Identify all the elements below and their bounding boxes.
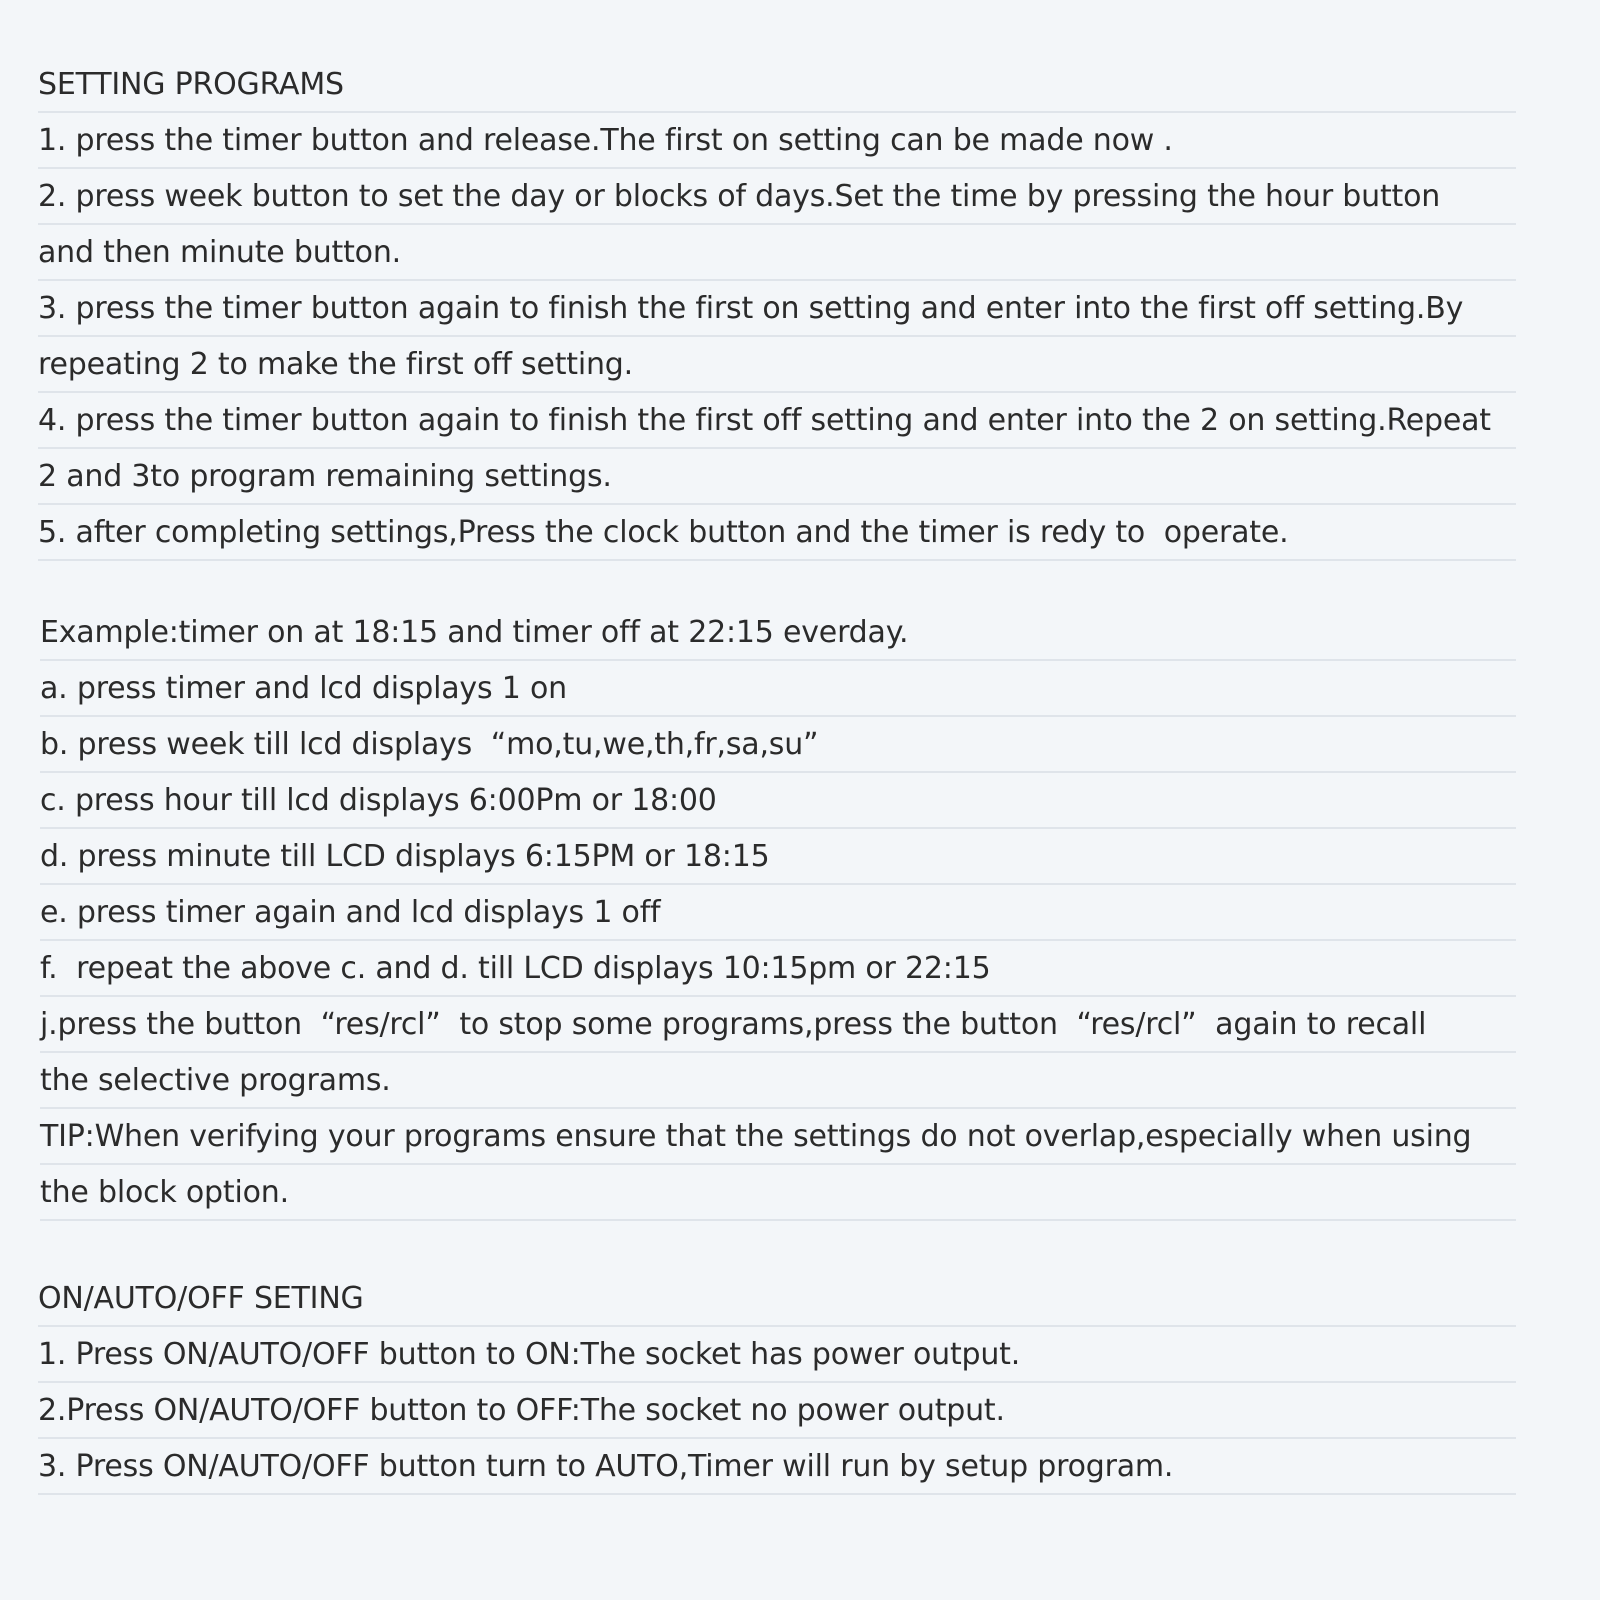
example-step: the selective programs.	[40, 1053, 1516, 1109]
on-auto-off-step: 3. Press ON/AUTO/OFF button turn to AUTO,Timer will run by setup program.	[38, 1439, 1516, 1495]
example-step: c. press hour till lcd displays 6:00Pm or 18:00	[40, 773, 1516, 829]
instruction-line: 3. press the timer button again to finish the first on setting and enter into the first off setting.By	[38, 281, 1516, 337]
example-step: d. press minute till LCD displays 6:15PM or 18:15	[40, 829, 1516, 885]
example-step: a. press timer and lcd displays 1 on	[40, 661, 1516, 717]
instruction-line: and then minute button.	[38, 225, 1516, 281]
instruction-line: repeating 2 to make the first off setting.	[38, 337, 1516, 393]
example-step: f. repeat the above c. and d. till LCD displays 10:15pm or 22:15	[40, 941, 1516, 997]
section-title-setting-programs: SETTING PROGRAMS	[38, 57, 1516, 113]
instruction-line: 2. press week button to set the day or blocks of days.Set the time by pressing the hour button	[38, 169, 1516, 225]
on-auto-off-step: 1. Press ON/AUTO/OFF button to ON:The socket has power output.	[38, 1327, 1516, 1383]
example-step: j.press the button “res/rcl” to stop some programs,press the button “res/rcl” again to recall	[40, 997, 1516, 1053]
section-title-example: Example:timer on at 18:15 and timer off at 22:15 everday.	[40, 605, 1516, 661]
on-auto-off-step: 2.Press ON/AUTO/OFF button to OFF:The socket no power output.	[38, 1383, 1516, 1439]
instruction-line: 1. press the timer button and release.The first on setting can be made now .	[38, 113, 1516, 169]
example-step: b. press week till lcd displays “mo,tu,we,th,fr,sa,su”	[40, 717, 1516, 773]
tip-line: TIP:When verifying your programs ensure that the settings do not overlap,especially when using	[40, 1109, 1516, 1165]
example-step: e. press timer again and lcd displays 1 off	[40, 885, 1516, 941]
instruction-line: 5. after completing settings,Press the clock button and the timer is redy to operate.	[38, 505, 1516, 561]
section-title-on-auto-off: ON/AUTO/OFF SETING	[38, 1271, 1516, 1327]
instruction-line: 4. press the timer button again to finish the first off setting and enter into the 2 on setting.Repeat	[38, 393, 1516, 449]
instruction-line: 2 and 3to program remaining settings.	[38, 449, 1516, 505]
tip-line: the block option.	[40, 1165, 1516, 1221]
